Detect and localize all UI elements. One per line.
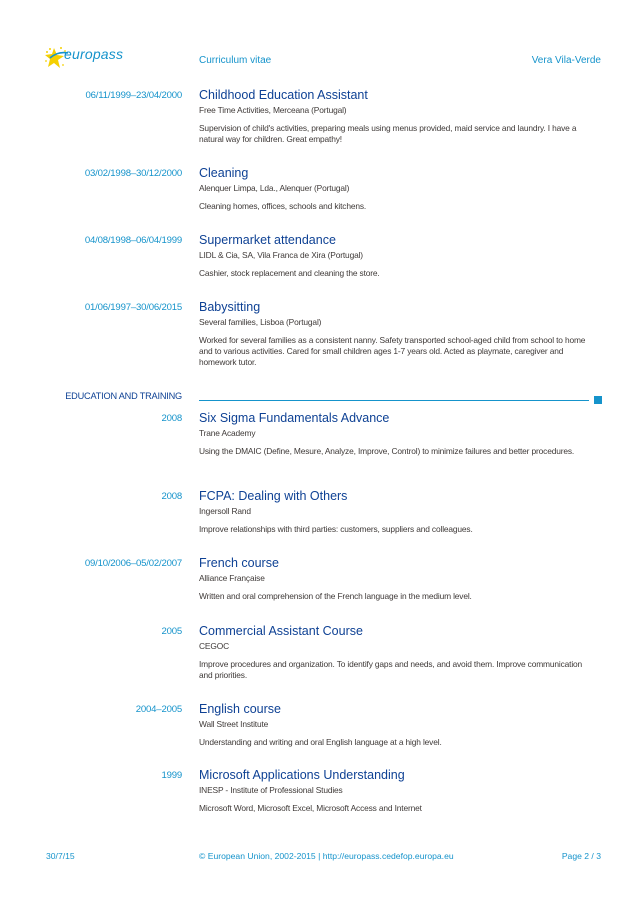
entry-organization: Trane Academy: [199, 428, 256, 438]
document-title: Curriculum vitae: [199, 55, 272, 66]
page-footer: [0, 851, 638, 865]
entry-description: Worked for several families as a consistent nanny. Safety transported school-aged child from school to home and to various activities. Cared for small children ages 1-7 years old. Acted as playmate, caregiver and homework tutor.: [199, 335, 586, 367]
entry-date: 2005: [161, 626, 182, 637]
entry-date: 2008: [161, 491, 182, 502]
entry-description: Using the DMAIC (Define, Mesure, Analyze, Improve, Control) to minimize failures and better procedures.: [199, 446, 575, 456]
section-label: EDUCATION AND TRAINING: [65, 391, 182, 401]
entry-title: Cleaning: [199, 166, 249, 180]
entry-organization: INESP - Institute of Professional Studies: [199, 785, 343, 795]
section-divider: [199, 400, 589, 401]
entry-title: French course: [199, 556, 279, 570]
section-education-training: [0, 391, 638, 407]
entry-description: Improve procedures and organization. To identify gaps and needs, and avoid them. Improve communication and priorities.: [199, 659, 583, 680]
candidate-name: Vera Vila-Verde: [531, 55, 601, 66]
entry-organization: LIDL & Cia, SA, Vila Franca de Xira (Portugal): [199, 250, 363, 260]
entry-organization: CEGOC: [199, 641, 229, 651]
entry-date: 09/10/2006–05/02/2007: [84, 558, 182, 569]
entry-title: English course: [199, 702, 281, 716]
entry-date: 01/06/1997–30/06/2015: [84, 302, 182, 313]
footer-date: 30/7/15: [46, 851, 75, 861]
section-marker: [594, 396, 602, 404]
entry-date: 2004–2005: [135, 704, 182, 715]
entry-description: Understanding and writing and oral English language at a high level.: [199, 737, 442, 747]
entry-description: Improve relationships with third parties: customers, suppliers and colleagues.: [199, 524, 473, 534]
entry-description: Written and oral comprehension of the French language in the medium level.: [199, 591, 472, 601]
entry-title: Childhood Education Assistant: [199, 88, 368, 102]
entry-date: 06/11/1999–23/04/2000: [85, 90, 182, 101]
entry-organization: Alenquer Limpa, Lda., Alenquer (Portugal): [199, 183, 350, 193]
entry-organization: Wall Street Institute: [199, 719, 269, 729]
entry-description: Microsoft Word, Microsoft Excel, Microsoft Access and Internet: [199, 803, 422, 813]
europass-logo: [44, 44, 144, 72]
entry-title: FCPA: Dealing with Others: [199, 489, 348, 503]
entry-date: 1999: [161, 770, 182, 781]
logo-text: europass: [64, 46, 124, 62]
entry-description: Cleaning homes, offices, schools and kitchens.: [199, 201, 367, 211]
entry-title: Commercial Assistant Course: [199, 624, 363, 638]
entry-organization: Several families, Lisboa (Portugal): [199, 317, 322, 327]
footer-page-number: Page 2 / 3: [561, 851, 601, 861]
entry-title: Supermarket attendance: [199, 233, 336, 247]
page-header: [0, 0, 638, 80]
entry-title: Microsoft Applications Understanding: [199, 768, 405, 782]
entry-title: Babysitting: [199, 300, 261, 314]
entry-description: Cashier, stock replacement and cleaning the store.: [199, 268, 380, 278]
entry-title: Six Sigma Fundamentals Advance: [199, 411, 390, 425]
entry-date: 03/02/1998–30/12/2000: [84, 168, 182, 179]
entry-organization: Free Time Activities, Merceana (Portugal): [199, 105, 347, 115]
footer-copyright-link[interactable]: © European Union, 2002-2015 | http://europass.cedefop.europa.eu: [199, 851, 454, 861]
entry-date: 2008: [161, 413, 182, 424]
entry-description: Supervision of child's activities, preparing meals using menus provided, maid service and laundry. I have a natural way for children. Great empathy!: [199, 123, 577, 144]
entry-date: 04/08/1998–06/04/1999: [84, 235, 182, 246]
entry-organization: Alliance Française: [199, 573, 265, 583]
entry-organization: Ingersoll Rand: [199, 506, 251, 516]
